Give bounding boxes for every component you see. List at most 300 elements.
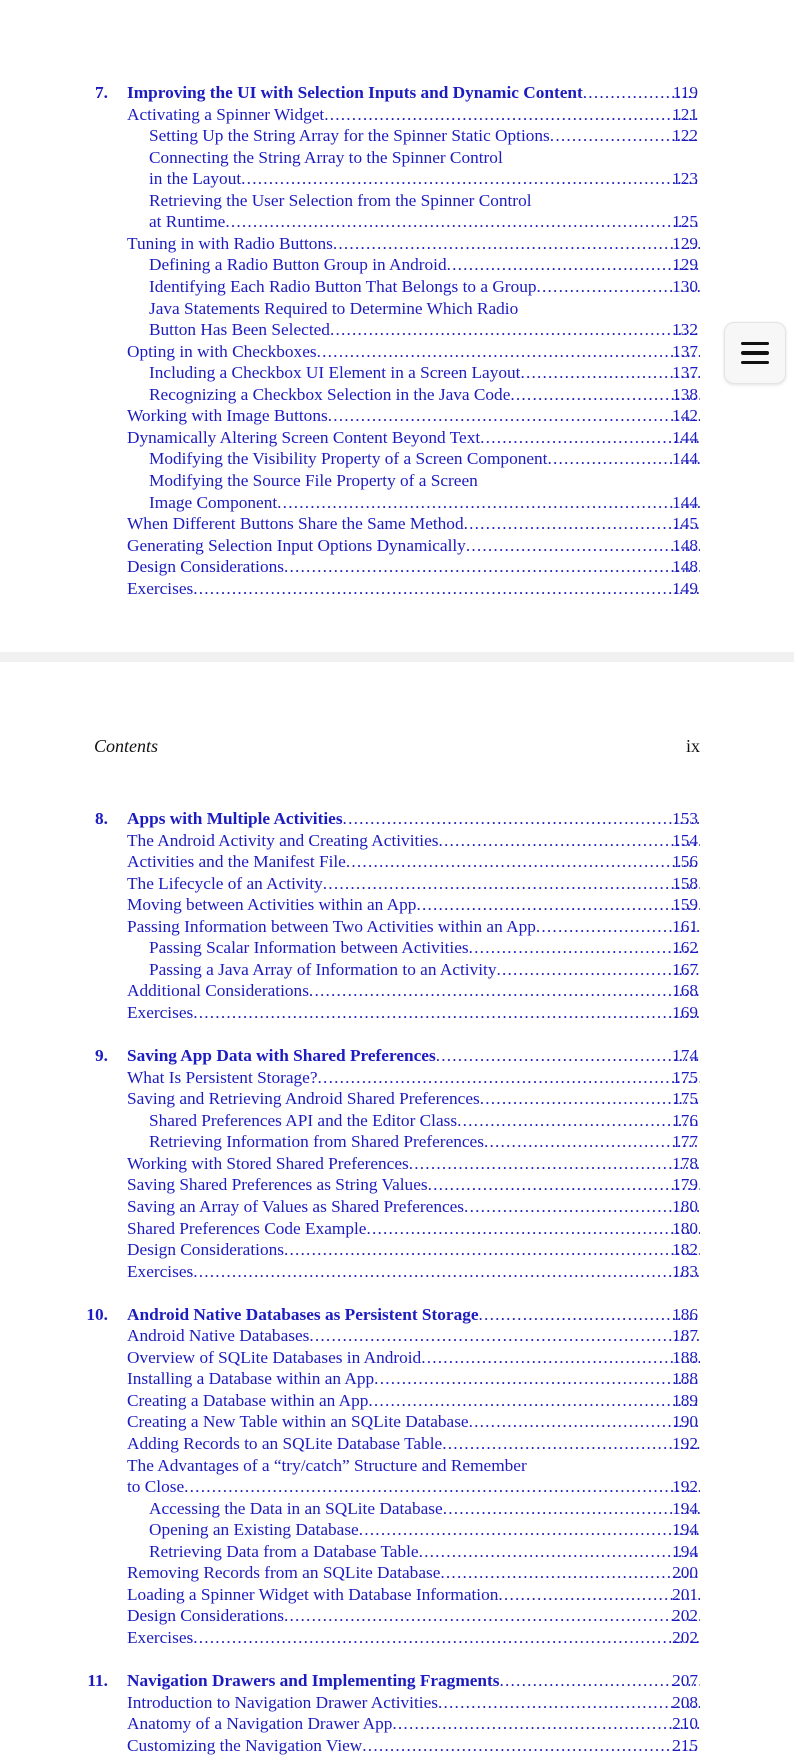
toc-entry-title: Design Considerations [127, 1240, 284, 1259]
toc-entry-title: The Android Activity and Creating Activities [127, 830, 439, 850]
toc-section-entry[interactable] [0, 405, 794, 426]
toc-section-entry[interactable] [0, 1735, 794, 1756]
toc-page-number: 144 [672, 492, 698, 512]
toc-entry-text [149, 211, 700, 232]
toc-page-number: 201 [672, 1584, 698, 1604]
hamburger-menu-button[interactable] [724, 322, 786, 384]
toc-section-entry[interactable] [0, 1627, 794, 1648]
toc-entry-title: Introduction to Navigation Drawer Activities [127, 1692, 438, 1712]
dot-leader [392, 1713, 700, 1734]
dot-leader [409, 1153, 700, 1174]
toc-entry-title: Modifying the Source File Property of a Screen [149, 470, 478, 490]
toc-page-number: 129 [672, 255, 698, 275]
toc-section-entry[interactable] [0, 1455, 794, 1476]
page-number: ix [685, 736, 700, 756]
toc-page-number: 187 [672, 1326, 698, 1346]
toc-page-number: 178 [672, 1153, 698, 1173]
toc-subsection-entry[interactable] [0, 362, 794, 383]
toc-page-number: 182 [672, 1240, 698, 1259]
toc-entry-text [149, 362, 700, 383]
toc-entry-title: Installing a Database within an App [127, 1369, 375, 1389]
toc-section-entry[interactable] [0, 1325, 794, 1346]
dot-leader [318, 1067, 700, 1088]
dot-leader [480, 1088, 700, 1109]
toc-entry-text [149, 959, 700, 980]
dot-leader [416, 894, 700, 915]
dot-leader [436, 1045, 700, 1066]
toc-entry-title: Creating a New Table within an SQLite Database [127, 1412, 469, 1432]
dot-leader [366, 1218, 700, 1239]
toc-subsection-entry[interactable] [0, 1131, 794, 1152]
toc-section-entry[interactable] [0, 1605, 794, 1626]
toc-entry-text [127, 82, 700, 103]
dot-leader [484, 1131, 700, 1152]
toc-page-number: 122 [672, 126, 698, 146]
toc-section-entry[interactable] [0, 233, 794, 254]
toc-page-number: 138 [672, 384, 698, 404]
toc-entry-text [127, 1433, 700, 1454]
toc-section-entry[interactable] [0, 535, 794, 556]
toc-entry-title: Design Considerations [127, 557, 284, 577]
toc-entry-title: Connecting the String Array to the Spinner Control [149, 147, 503, 167]
toc-section-entry[interactable] [0, 894, 794, 915]
toc-entry-title: Activities and the Manifest File [127, 852, 346, 872]
dot-leader [184, 1476, 700, 1497]
toc-page-number: 144 [672, 427, 698, 447]
toc-subsection-entry[interactable] [0, 492, 794, 513]
toc-entry-text [127, 894, 700, 915]
toc-entry-text [127, 1390, 700, 1411]
toc-entry-text [127, 1325, 700, 1346]
toc-entry-title: Exercises [127, 1627, 194, 1647]
toc-section-entry[interactable] [0, 1218, 794, 1239]
toc-chapter-entry[interactable] [0, 1045, 794, 1066]
toc-page-number: 161 [672, 916, 698, 936]
toc-entry-text [149, 448, 700, 469]
dot-leader [469, 1411, 700, 1432]
dot-leader [346, 851, 700, 872]
toc-entry-title: When Different Buttons Share the Same Method [127, 514, 464, 533]
dot-leader [330, 319, 700, 340]
toc-entry-title: Defining a Radio Button Group in Android [149, 255, 447, 275]
toc-entry-text [127, 1368, 700, 1389]
toc-section-entry[interactable] [0, 1584, 794, 1605]
toc-entry-title: Identifying Each Radio Button That Belongs to a Group [149, 277, 537, 296]
chapter-number: 10. [86, 1304, 108, 1324]
toc-entry-text [149, 276, 700, 297]
toc-entry-text [127, 535, 700, 556]
toc-entry-title: Tuning in with Radio Buttons [127, 233, 333, 253]
toc-page-number: 189 [672, 1390, 698, 1410]
toc-page-2 [0, 662, 794, 1764]
toc-entry-title: at Runtime [149, 212, 226, 232]
toc-page-number: 137 [672, 341, 698, 361]
toc-section-entry[interactable] [0, 1390, 794, 1411]
toc-entry-title: Loading a Spinner Widget with Database Information [127, 1584, 499, 1604]
toc-page-number: 194 [672, 1498, 698, 1518]
toc-section-entry[interactable] [0, 341, 794, 362]
toc-section-entry[interactable] [0, 873, 794, 894]
toc-entry-text [127, 808, 700, 829]
toc-section-entry[interactable] [0, 1713, 794, 1734]
dot-leader [193, 578, 700, 599]
toc-entry-text [127, 1713, 700, 1734]
toc-page-number: 167 [672, 959, 698, 979]
toc-entry-text [127, 1261, 700, 1282]
toc-entry-title: Shared Preferences API and the Editor Class [149, 1110, 458, 1130]
toc-entry-title: The Advantages of a “try/catch” Structure and Remember [127, 1455, 527, 1475]
page-separator [0, 652, 794, 662]
toc-entry-text [127, 513, 700, 534]
toc-entry-text [149, 1498, 700, 1519]
toc-page-number: 192 [672, 1433, 698, 1453]
toc-page-1 [0, 0, 794, 652]
toc-entry-text [127, 1239, 700, 1260]
toc-entry-title: What Is Persistent Storage? [127, 1067, 318, 1087]
toc-entry-title: Customizing the Navigation View [127, 1735, 363, 1755]
dot-leader [442, 1433, 700, 1454]
dot-leader [464, 513, 700, 534]
toc-page-number: 177 [672, 1132, 698, 1152]
toc-entry-text [127, 980, 700, 1001]
toc-entry-text [127, 1067, 700, 1088]
dot-leader [193, 1002, 700, 1023]
chapter-number: 8. [95, 809, 108, 828]
toc-page-number: 145 [672, 514, 698, 533]
toc-subsection-entry[interactable] [0, 959, 794, 980]
toc-entry-title: Additional Considerations [127, 981, 309, 1001]
toc-entry-title: Passing Scalar Information between Activities [149, 938, 469, 958]
dot-leader [284, 1239, 700, 1260]
dot-leader [438, 1692, 700, 1713]
toc-entry-text [127, 341, 700, 362]
toc-entry-text [149, 470, 700, 491]
toc-subsection-entry[interactable] [0, 211, 794, 232]
toc-entry-title: in the Layout [149, 169, 242, 189]
toc-entry-text [127, 1627, 700, 1648]
dot-leader [447, 254, 700, 275]
toc-chapter-entry[interactable] [0, 82, 794, 103]
toc-page-number: 119 [672, 83, 698, 102]
toc-entry-title: Adding Records to an SQLite Database Table [127, 1433, 443, 1453]
toc-page-number: 188 [672, 1369, 698, 1389]
dot-leader [343, 808, 700, 829]
toc-entry-text [149, 937, 700, 958]
dot-leader [374, 1368, 700, 1389]
toc-subsection-entry[interactable] [0, 319, 794, 340]
toc-entry-title: Recognizing a Checkbox Selection in the Java Code [149, 384, 511, 404]
toc-subsection-entry[interactable] [0, 937, 794, 958]
toc-subsection-entry[interactable] [0, 384, 794, 405]
hamburger-menu-icon [741, 361, 769, 365]
toc-section-entry[interactable] [0, 1476, 794, 1497]
toc-entry-title: Retrieving the User Selection from the Spinner Control [149, 190, 532, 210]
dot-leader [324, 104, 700, 125]
toc-section-entry[interactable] [0, 427, 794, 448]
toc-entry-title: Overview of SQLite Databases in Android [127, 1347, 422, 1367]
toc-entry-title: Saving App Data with Shared Preferences [127, 1046, 436, 1066]
toc-section-entry[interactable] [0, 1368, 794, 1389]
toc-page-number: 125 [672, 212, 698, 232]
toc-subsection-entry[interactable] [0, 125, 794, 146]
toc-entry-text [149, 147, 700, 168]
toc-entry-text [127, 1304, 700, 1325]
dot-leader [277, 492, 700, 513]
dot-leader [499, 1670, 700, 1691]
toc-section-entry[interactable] [0, 1153, 794, 1174]
dot-leader [362, 1735, 700, 1756]
toc-entry-title: Design Considerations [127, 1606, 284, 1626]
toc-subsection-entry[interactable] [0, 470, 794, 491]
toc-section-entry[interactable] [0, 1411, 794, 1432]
toc-page-number: 190 [672, 1412, 698, 1432]
toc-page-number: 123 [672, 169, 698, 189]
toc-page-number: 142 [672, 406, 698, 426]
toc-subsection-entry[interactable] [0, 1519, 794, 1540]
toc-entry-text [127, 1735, 700, 1756]
dot-leader [328, 405, 700, 426]
toc-entry-text [149, 168, 700, 189]
toc-entry-text [127, 873, 700, 894]
dot-leader [309, 1325, 700, 1346]
toc-page-number: 210 [672, 1714, 698, 1734]
toc-entry-title: Navigation Drawers and Implementing Fragments [127, 1671, 500, 1690]
toc-entry-title: Passing Information between Two Activities within an App [127, 916, 536, 936]
dot-leader [440, 1562, 700, 1583]
toc-entry-title: Accessing the Data in an SQLite Database [149, 1498, 443, 1518]
toc-entry-text [149, 319, 700, 340]
dot-leader [498, 1584, 700, 1605]
toc-section-entry[interactable] [0, 1562, 794, 1583]
toc-entry-title: Improving the UI with Selection Inputs and Dynamic Content [127, 83, 583, 102]
toc-entry-title: Moving between Activities within an App [127, 895, 417, 915]
toc-entry-title: Setting Up the String Array for the Spinner Static Options [149, 126, 550, 146]
toc-entry-text [127, 1605, 700, 1626]
toc-page-number: 130 [672, 277, 698, 296]
toc-entry-title: The Lifecycle of an Activity [127, 873, 323, 893]
toc-subsection-entry[interactable] [0, 190, 794, 211]
toc-entry-text [127, 104, 700, 125]
chapter-number: 7. [95, 83, 108, 102]
dot-leader [193, 1261, 700, 1282]
toc-entry-text [149, 125, 700, 146]
dot-leader [469, 937, 700, 958]
toc-page-number: 202 [672, 1627, 698, 1647]
toc-subsection-entry[interactable] [0, 147, 794, 168]
toc-subsection-entry[interactable] [0, 1498, 794, 1519]
toc-entry-title: Saving Shared Preferences as String Values [127, 1175, 428, 1195]
toc-section-entry[interactable] [0, 1239, 794, 1260]
dot-leader [241, 168, 700, 189]
toc-entry-text [149, 298, 700, 319]
toc-entry-text [127, 916, 700, 937]
dot-leader [479, 1304, 700, 1325]
toc-page-number: 215 [672, 1735, 698, 1755]
toc-subsection-entry[interactable] [0, 298, 794, 319]
toc-entry-text [127, 1347, 700, 1368]
toc-page-number: 194 [672, 1520, 698, 1540]
toc-entry-text [127, 1088, 700, 1109]
toc-section-entry[interactable] [0, 916, 794, 937]
toc-entry-text [127, 1045, 700, 1066]
toc-entry-text [127, 1562, 700, 1583]
toc-entry-text [127, 1174, 700, 1195]
toc-entry-text [149, 1110, 700, 1131]
toc-entry-title: Passing a Java Array of Information to an Activity [149, 959, 497, 979]
toc-section-entry[interactable] [0, 578, 794, 599]
toc-page-number: 194 [672, 1541, 698, 1561]
toc-entry-title: Anatomy of a Navigation Drawer App [127, 1714, 393, 1734]
toc-page-number: 183 [672, 1261, 698, 1281]
dot-leader [193, 1627, 700, 1648]
toc-entry-text [127, 405, 700, 426]
toc-page-number: 137 [672, 363, 698, 383]
toc-page-number: 207 [672, 1671, 698, 1690]
toc-entry-text [127, 830, 700, 851]
toc-entry-title: Retrieving Information from Shared Preferences [149, 1132, 484, 1152]
dot-leader [480, 427, 700, 448]
dot-leader [359, 1519, 700, 1540]
toc-section-entry[interactable] [0, 513, 794, 534]
toc-section-entry[interactable] [0, 1261, 794, 1282]
toc-page-number: 153 [672, 809, 698, 828]
toc-entry-text [127, 1218, 700, 1239]
toc-entry-text [127, 578, 700, 599]
toc-entry-text [127, 1670, 700, 1691]
toc-entry-text [149, 1131, 700, 1152]
toc-section-entry[interactable] [0, 1088, 794, 1109]
toc-entry-title: Android Native Databases [127, 1326, 310, 1346]
toc-section-entry[interactable] [0, 556, 794, 577]
toc-section-entry[interactable] [0, 1433, 794, 1454]
toc-entry-text [149, 384, 700, 405]
toc-entry-text [127, 1196, 700, 1217]
toc-entry-title: Including a Checkbox UI Element in a Screen Layout [149, 363, 521, 383]
running-header-title: Contents [94, 736, 159, 756]
toc-subsection-entry[interactable] [0, 254, 794, 275]
toc-page-number: 176 [672, 1110, 698, 1130]
toc-page-number: 148 [672, 535, 698, 555]
toc-entry-text [149, 190, 700, 211]
toc-page-number: 180 [672, 1218, 698, 1238]
toc-page-number: 149 [672, 578, 698, 598]
toc-page-number: 192 [672, 1477, 698, 1496]
hamburger-menu-icon [741, 351, 769, 355]
toc-entry-text [127, 1455, 700, 1476]
toc-page-number: 162 [672, 938, 698, 958]
dot-leader [333, 233, 700, 254]
dot-leader [457, 1110, 700, 1131]
toc-page-number: 154 [672, 830, 698, 850]
toc-entry-text [127, 233, 700, 254]
hamburger-menu-icon [741, 342, 769, 346]
toc-entry-text [127, 556, 700, 577]
toc-entry-title: to Close [127, 1477, 185, 1496]
toc-entry-title: Image Component [149, 492, 278, 512]
toc-subsection-entry[interactable] [0, 276, 794, 297]
toc-chapter-entry[interactable] [0, 1304, 794, 1325]
dot-leader [496, 959, 700, 980]
toc-page-number: 180 [672, 1196, 698, 1216]
dot-leader [284, 1605, 700, 1626]
toc-page-number: 175 [672, 1067, 698, 1087]
toc-subsection-entry[interactable] [0, 1110, 794, 1131]
toc-section-entry[interactable] [0, 1002, 794, 1023]
toc-entry-text [127, 1584, 700, 1605]
toc-entry-text [127, 427, 700, 448]
toc-page-number: 179 [672, 1175, 698, 1195]
toc-page-number: 200 [672, 1563, 698, 1583]
dot-leader [421, 1347, 700, 1368]
toc-page-number: 129 [672, 233, 698, 253]
toc-entry-title: Dynamically Altering Screen Content Beyond Text [127, 427, 481, 447]
dot-leader [309, 980, 700, 1001]
toc-entry-text [149, 492, 700, 513]
toc-section-entry[interactable] [0, 1067, 794, 1088]
toc-page-number: 159 [672, 895, 698, 915]
toc-entry-title: Button Has Been Selected [149, 320, 330, 340]
chapter-number: 9. [95, 1046, 108, 1066]
toc-section-entry[interactable] [0, 980, 794, 1001]
dot-leader [317, 341, 700, 362]
toc-section-entry[interactable] [0, 1347, 794, 1368]
toc-page-number: 188 [672, 1347, 698, 1367]
toc-page-number: 208 [672, 1692, 698, 1712]
dot-leader [466, 535, 700, 556]
toc-chapter-entry[interactable] [0, 1670, 794, 1691]
toc-entry-title: Activating a Spinner Widget [127, 104, 325, 124]
toc-section-entry[interactable] [0, 830, 794, 851]
toc-entry-text [127, 1692, 700, 1713]
toc-page-number: 169 [672, 1003, 698, 1022]
toc-subsection-entry[interactable] [0, 168, 794, 189]
toc-page-number: 174 [672, 1046, 698, 1066]
toc-entry-title: Retrieving Data from a Database Table [149, 1541, 419, 1561]
toc-chapter-entry[interactable] [0, 808, 794, 829]
toc-entry-title: Apps with Multiple Activities [127, 809, 343, 828]
toc-entry-text [127, 1411, 700, 1432]
dot-leader [443, 1498, 700, 1519]
dot-leader [428, 1174, 700, 1195]
toc-page-number: 168 [672, 981, 698, 1001]
toc-entry-title: Working with Stored Shared Preferences [127, 1153, 409, 1173]
toc-entry-title: Opening an Existing Database [149, 1520, 359, 1540]
toc-page-number: 121 [672, 104, 698, 124]
toc-entry-text [149, 1519, 700, 1540]
dot-leader [439, 830, 701, 851]
toc-entry-text [149, 254, 700, 275]
toc-page-number: 156 [672, 852, 698, 872]
toc-entry-title: Exercises [127, 578, 194, 598]
dot-leader [419, 1541, 700, 1562]
toc-page-number: 186 [672, 1304, 698, 1324]
toc-section-entry[interactable] [0, 1692, 794, 1713]
toc-entry-title: Creating a Database within an App [127, 1390, 369, 1410]
toc-section-entry[interactable] [0, 851, 794, 872]
toc-subsection-entry[interactable] [0, 1541, 794, 1562]
toc-entry-text [127, 1153, 700, 1174]
toc-section-entry[interactable] [0, 1174, 794, 1195]
toc-entry-title: Working with Image Buttons [127, 406, 328, 426]
toc-entry-text [127, 1002, 700, 1023]
toc-section-entry[interactable] [0, 104, 794, 125]
toc-entry-text [127, 851, 700, 872]
toc-page-number: 202 [672, 1606, 698, 1626]
toc-section-entry[interactable] [0, 1196, 794, 1217]
toc-entry-title: Saving an Array of Values as Shared Preferences [127, 1196, 465, 1216]
toc-entry-title: Java Statements Required to Determine Which Radio [149, 298, 519, 318]
toc-subsection-entry[interactable] [0, 448, 794, 469]
